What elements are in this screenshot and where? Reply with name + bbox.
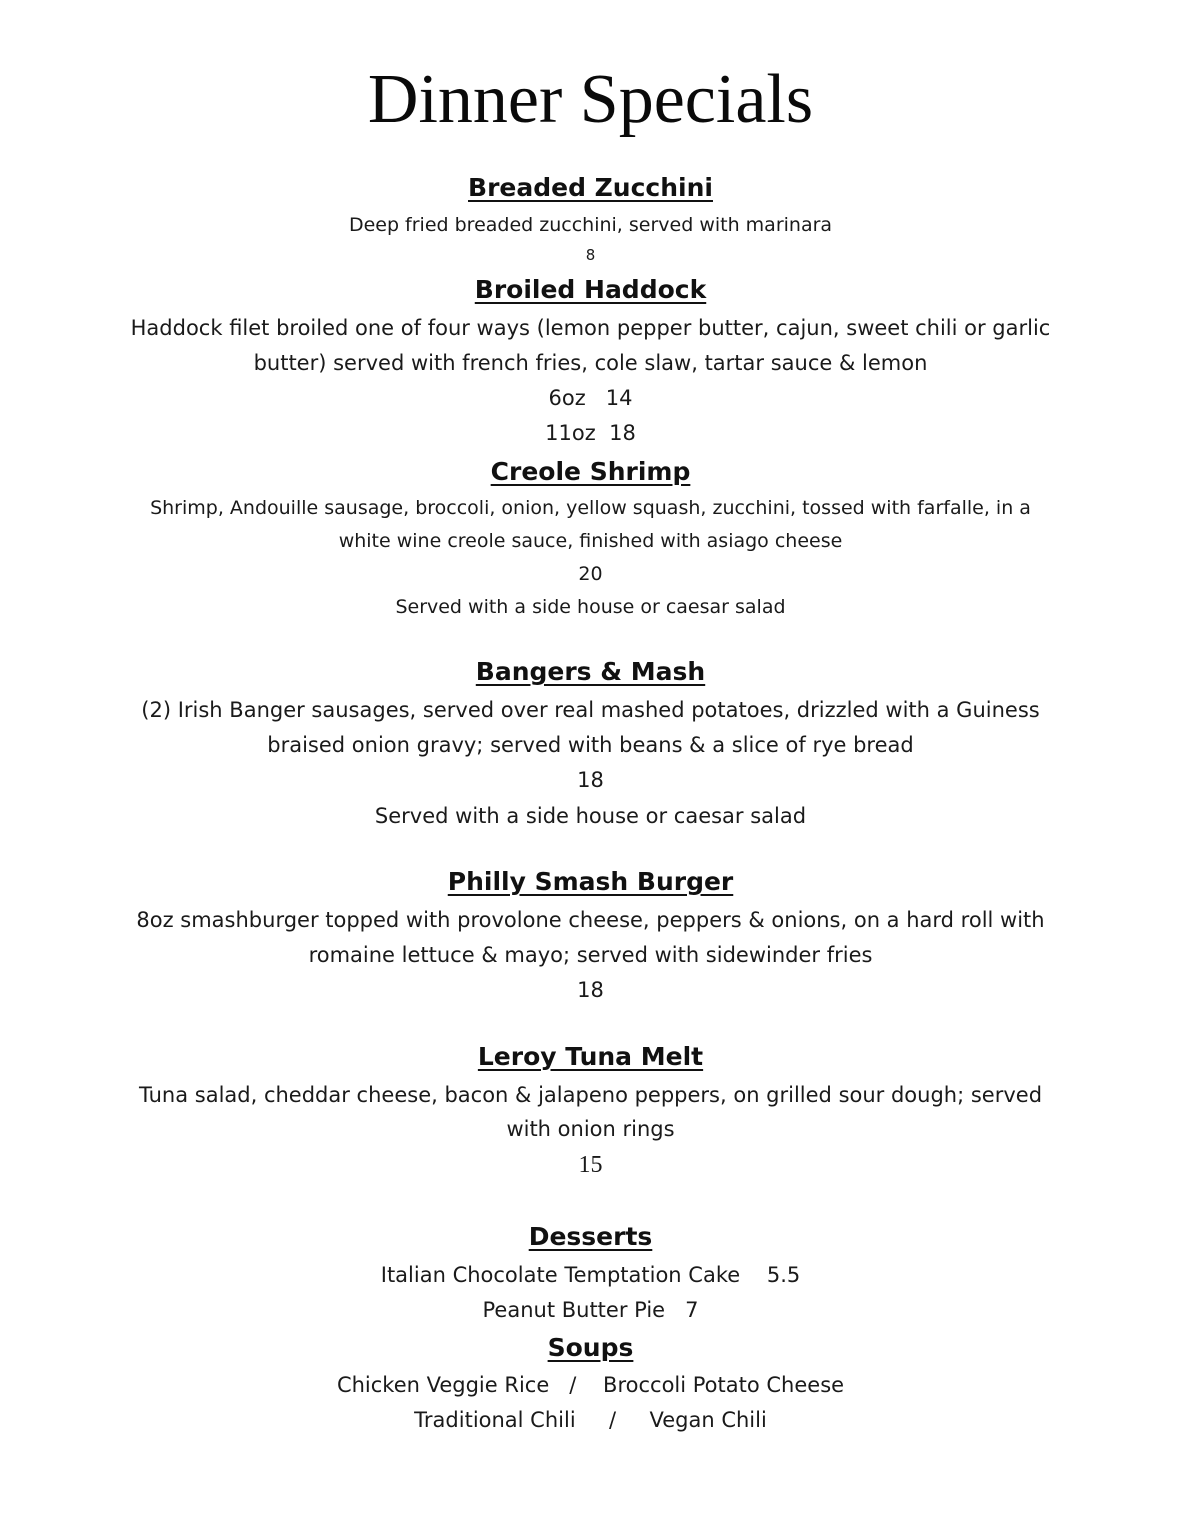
- special-description: white wine creole sauce, finished with asiago cheese: [338, 530, 843, 552]
- special-description: (2) Irish Banger sausages, served over real mashed potatoes, drizzled with a Guiness: [141, 698, 1040, 722]
- special-price: 20: [578, 563, 603, 585]
- special-name-bangers-mash: Bangers & Mash: [475, 657, 706, 686]
- special-price: 15: [578, 1152, 603, 1178]
- special-price: 11oz 18: [545, 421, 636, 445]
- soup-row: Chicken Veggie Rice / Broccoli Potato Cheese: [336, 1373, 845, 1397]
- special-price: 6oz 14: [548, 386, 633, 410]
- dessert-item: Italian Chocolate Temptation Cake 5.5: [380, 1263, 801, 1287]
- special-description: Shrimp, Andouille sausage, broccoli, onion, yellow squash, zucchini, tossed with farfalle, in a: [150, 497, 1031, 519]
- special-name-leroy-tuna-melt: Leroy Tuna Melt: [477, 1042, 704, 1071]
- special-description: Deep fried breaded zucchini, served with marinara: [348, 214, 833, 236]
- special-description: Haddock filet broiled one of four ways (lemon pepper butter, cajun, sweet chili or garlic: [130, 316, 1051, 340]
- special-name-broiled-haddock: Broiled Haddock: [474, 275, 707, 304]
- special-description: braised onion gravy; served with beans & a slice of rye bread: [267, 733, 914, 757]
- special-name-breaded-zucchini: Breaded Zucchini: [468, 173, 713, 202]
- special-name-creole-shrimp: Creole Shrimp: [490, 457, 691, 486]
- special-name-philly-smash-burger: Philly Smash Burger: [447, 867, 734, 896]
- dessert-item: Peanut Butter Pie 7: [482, 1298, 699, 1322]
- special-description: butter) served with french fries, cole slaw, tartar sauce & lemon: [253, 351, 928, 375]
- soups-heading: Soups: [547, 1333, 634, 1362]
- special-price: 8: [585, 246, 596, 264]
- special-price: 18: [577, 978, 604, 1002]
- special-description: romaine lettuce & mayo; served with sidewinder fries: [308, 943, 873, 967]
- desserts-heading: Desserts: [528, 1222, 653, 1251]
- special-side-note: Served with a side house or caesar salad: [395, 596, 786, 618]
- special-price: 18: [577, 768, 604, 792]
- page-title: Dinner Specials: [367, 61, 814, 138]
- special-description: Tuna salad, cheddar cheese, bacon & jalapeno peppers, on grilled sour dough; served: [138, 1083, 1043, 1107]
- special-side-note: Served with a side house or caesar salad: [374, 804, 807, 828]
- special-description: 8oz smashburger topped with provolone cheese, peppers & onions, on a hard roll with: [136, 908, 1045, 932]
- special-description: with onion rings: [506, 1117, 675, 1141]
- soup-row: Traditional Chili / Vegan Chili: [414, 1408, 767, 1432]
